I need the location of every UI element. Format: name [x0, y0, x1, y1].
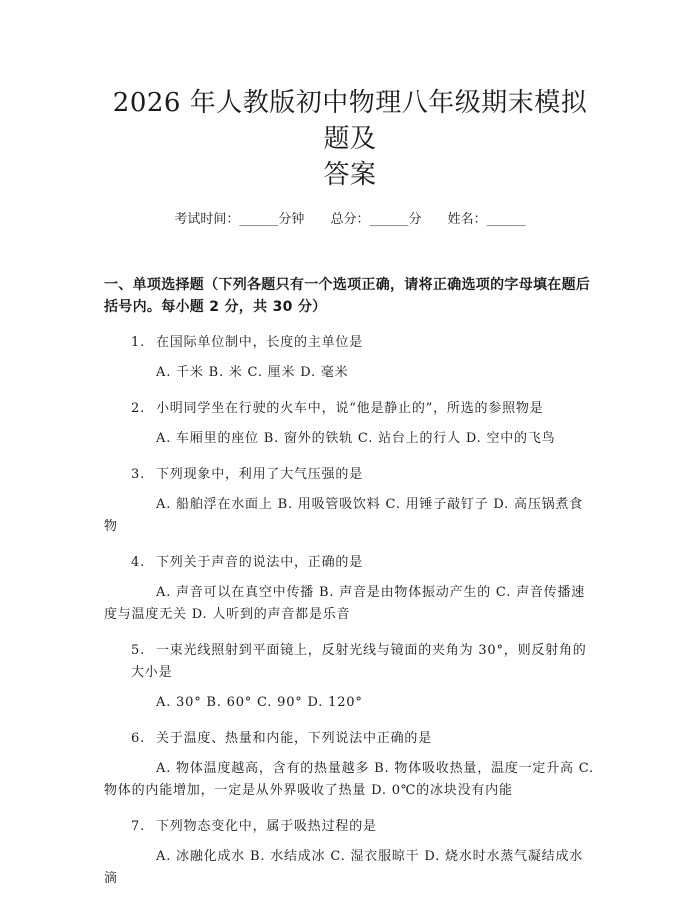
- question-number: 2.: [131, 401, 146, 416]
- question-item: [104, 464, 596, 538]
- question-options: A. 声音可以在真空中传播 B. 声音是由物体振动产生的 C. 声音传播速度与温度无关 D. 人听到的声音都是乐音: [104, 585, 586, 622]
- question-item: [104, 728, 596, 802]
- question-options: A. 物体温度越高，含有的热量越多 B. 物体吸收热量，温度一定升高 C. 物体的内能增加，一定是从外界吸收了热量 D. 0℃的冰块没有内能: [104, 761, 594, 798]
- exam-time-field: 考试时间：______分钟: [174, 212, 305, 227]
- exam-title-line2: 答案: [323, 160, 377, 190]
- question-list: [104, 332, 596, 890]
- question-stem: [104, 398, 596, 420]
- question-text: 在国际单位制中，长度的主单位是: [156, 335, 364, 350]
- question-number: 4.: [131, 555, 146, 570]
- question-number: 5.: [131, 643, 146, 658]
- question-options: A. 船舶浮在水面上 B. 用吸管吸饮料 C. 用锤子敲钉子 D. 高压锅煮食物: [104, 497, 584, 534]
- question-number: 7.: [131, 819, 146, 834]
- question-item: [104, 816, 596, 890]
- question-text: 一束光线照射到平面镜上，反射光线与镜面的夹角为 30°，则反射角的大小是: [131, 643, 587, 680]
- exam-title-line1: 2026 年人教版初中物理八年级期末模拟题及: [112, 88, 588, 154]
- question-options: A. 30° B. 60° C. 90° D. 120°: [156, 695, 363, 710]
- section-heading: 一、单项选择题（下列各题只有一个选项正确，请将正确选项的字母填在题后括号内。每小题 2 分，共 30 分）: [104, 277, 591, 315]
- student-name-field: 姓名：______: [447, 212, 526, 227]
- question-text: 下列物态变化中，属于吸热过程的是: [156, 819, 377, 834]
- exam-meta: [104, 210, 596, 230]
- question-options: A. 千米 B. 米 C. 厘米 D. 毫米: [156, 365, 349, 380]
- question-text: 小明同学坐在行驶的火车中，说“他是静止的”，所选的参照物是: [156, 401, 544, 416]
- question-number: 6.: [131, 731, 146, 746]
- question-item: [104, 552, 596, 626]
- question-text: 下列现象中，利用了大气压强的是: [156, 467, 364, 482]
- question-text: 关于温度、热量和内能，下列说法中正确的是: [156, 731, 433, 746]
- total-score-field: 总分：______分: [330, 212, 422, 227]
- question-stem: [104, 728, 596, 750]
- question-item: [104, 398, 596, 450]
- question-item: [104, 332, 596, 384]
- question-stem: [104, 464, 596, 486]
- question-options: A. 车厢里的座位 B. 窗外的铁轨 C. 站台上的行人 D. 空中的飞鸟: [156, 431, 556, 446]
- question-number: 1.: [131, 335, 146, 350]
- question-stem: [104, 332, 596, 354]
- question-text: 下列关于声音的说法中，正确的是: [156, 555, 364, 570]
- question-stem: [104, 640, 596, 684]
- question-options: A. 冰融化成水 B. 水结成冰 C. 湿衣服晾干 D. 烧水时水蒸气凝结成水滴: [104, 849, 584, 886]
- question-stem: [104, 552, 596, 574]
- question-number: 3.: [131, 467, 146, 482]
- question-stem: [104, 816, 596, 838]
- exam-title: [104, 0, 596, 193]
- question-item: [104, 640, 596, 714]
